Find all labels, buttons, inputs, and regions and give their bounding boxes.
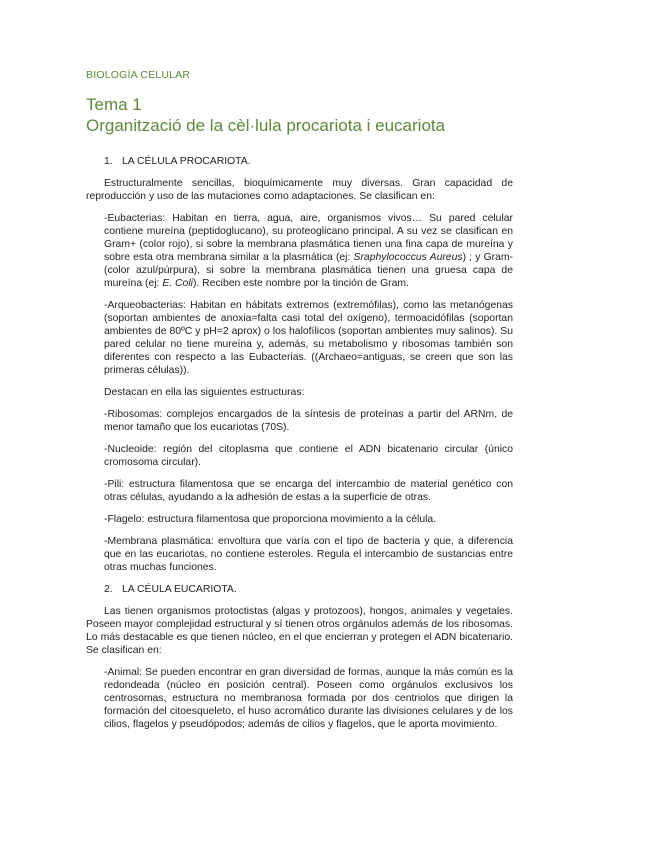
subject-label: BIOLOGÍA CELULAR [86,69,191,81]
page-title [86,94,445,136]
eubacterias-example-2: E. Coli [162,278,193,289]
title-line-2: Organització de la cèl·lula procariota i eucariota [86,116,446,135]
eubacterias-mid: ) ; y Gram- (color azul/púrpura), si sobre la membrana plasmática tienen una gruesa capa de mureína (ej: [104,252,514,289]
document-body [86,155,513,740]
eubacterias-tail: ). Reciben este nombre por la tinción de Gram. [192,278,409,289]
arqueobacterias-paragraph: -Arqueobacterias: Habitan en hábitats extremos (extremófilas), como las metanógenas (soportan ambientes de anoxia=falta casi total del oxígeno), termoacidófilas (soportan ambientes de 80ºC y pH=2 aprox) o los halofílicos (soportan ambientes muy salinos). Su pared celular no tiene mureína y, además, su metabolismo y ribosomas también son diferentes con respecto a las Eubacterias. ((Archaeo=antiguas, se creen que son las primeras células)). [104,300,513,376]
section-2-intro: Las tienen organismos protoctistas (algas y protozoos), hongos, animales y vegetales. Poseen mayor complejidad estructural y sí tienen otros orgánulos además de los ribosomas. Lo más destacable es que tienen núcleo, en el que encierran y protegen el ADN bicatenario. Se clasifican en: [86,606,513,656]
section-1-number: 1. [104,156,113,167]
section-2-number: 2. [104,584,113,595]
section-2-heading [104,583,513,596]
eubacterias-lead: -Eubacterias: Habitan en tierra, agua, aire, organismos vivos… Su pared celular contiene mureína (peptidoglucano), su proteoglicano principal. A su vez se clasifican en Gram+ (color rojo), si sobre la membrana plasmática tienen una fina capa de mureína y sobre esta otra membrana similar a la plasmática (ej: [104,213,513,263]
eubacterias-paragraph [104,212,513,290]
structure-membrana: -Membrana plasmática: envoltura que varía con el tipo de bacteria y que, a diferencia que en las eucariotas, no contiene esteroles. Regula el intercambio de sustancias entre otras muchas funciones. [104,536,513,573]
eubacterias-example-1: Sraphylococcus Aureus [353,252,463,263]
section-1-intro: Estructuralmente sencillas, bioquímicamente muy diversas. Gran capacidad de reproducción y uso de las mutaciones como adaptaciones. Se clasifican en: [86,178,513,202]
structure-nucleoide: -Nucleoide: región del citoplasma que contiene el ADN bicatenario circular (único cromosoma circular). [104,444,513,468]
structure-flagelo: -Flagelo: estructura filamentosa que proporciona movimiento a la célula. [104,514,437,525]
animal-paragraph: -Animal: Se pueden encontrar en gran diversidad de formas, aunque la más común es la redondeada (núcleo en posición central). Poseen como orgánulos exclusivos los centrosomas, estructura no membranosa formada por dos centriolos que dirigen la formación del citoesqueleto, el huso acromático durante las divisiones celulares y de los cilios, flagelos y pseudópodos; además de cilios y flagelos, que le aporta movimiento. [104,667,513,730]
section-1-title: LA CÉLULA PROCARIOTA. [122,156,251,167]
structures-intro: Destacan en ella las siguientes estructuras: [104,387,305,398]
title-line-1: Tema 1 [86,95,142,114]
structure-ribosomas: -Ribosomas: complejos encargados de la síntesis de proteínas a partir del ARNm, de menor tamaño que los eucariotas (70S). [104,409,513,433]
structure-pili: -Pili: estructura filamentosa que se encarga del intercambio de material genético con otras células, ayudando a la adhesión de estas a la superficie de otras. [104,479,513,503]
section-1-heading [104,155,513,168]
section-2-title: LA CÉULA EUCARIOTA. [122,584,237,595]
